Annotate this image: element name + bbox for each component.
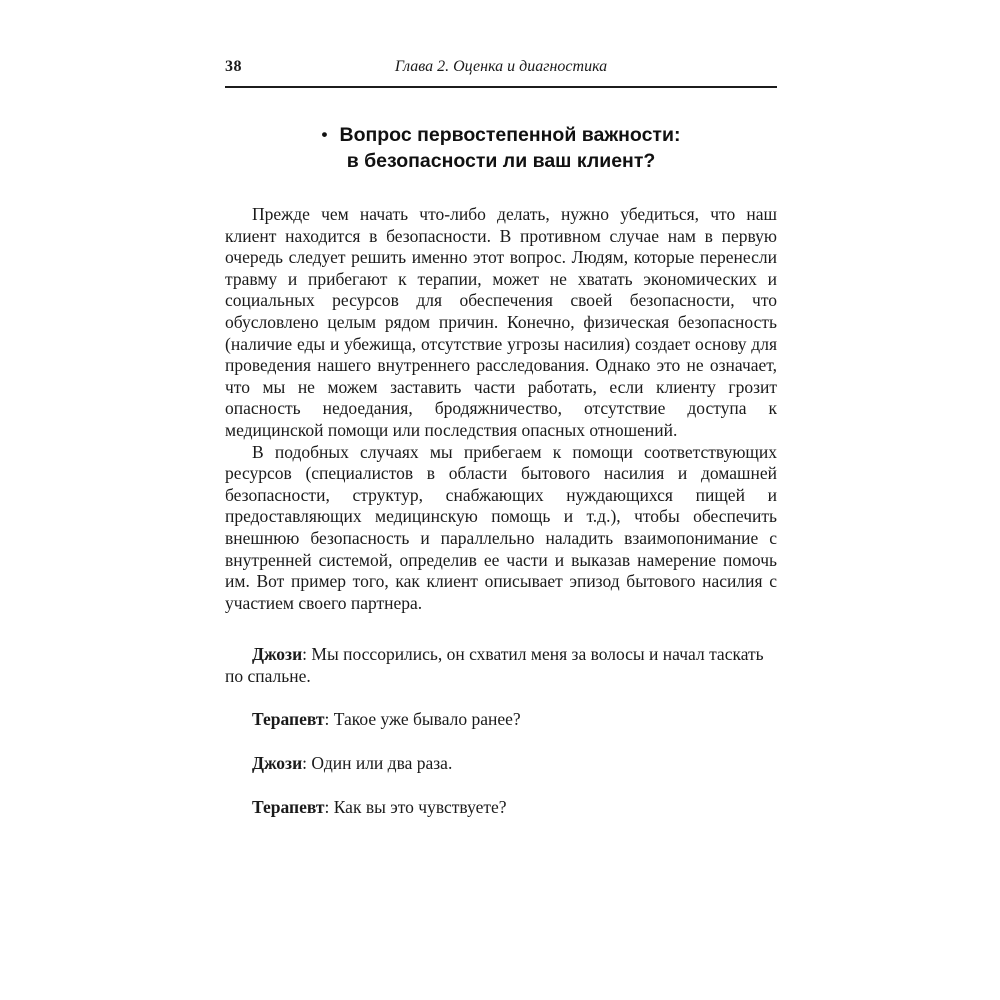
section-heading-text1: Вопрос первостепенной важности: [339,124,681,146]
bullet-icon: • [321,125,328,144]
header-rule [225,86,777,88]
speech-text: : Как вы это чувствуете? [324,796,507,817]
dialogue-line [225,753,777,775]
speaker-name: Джози [252,644,303,665]
dialogue-block [225,644,777,818]
page-header [225,58,777,82]
dialogue-line [225,644,777,687]
speaker-name: Терапевт [252,709,325,730]
section-heading-text2: в безопасности ли ваш клиент? [346,150,656,172]
speech-text: : Один или два раза. [302,753,453,774]
section-heading [225,122,777,174]
paragraph: Прежде чем начать что-либо делать, нужно убедиться, что наш клиент находится в безопасности. В противном случае нам в первую очередь следует решить именно этот вопрос. Людям, которые перенесли травму и прибегают к терапии, может не хватать экономических и социальных ресурсов для обеспечения своей безопасности, что обусловлено целым рядом причин. Конечно, физическая безопасность (наличие еды и убежища, отсутствие угрозы насилия) создает основу для проведения нашего внутреннего расследования. Однако это не означает, что мы не можем заставить части работать, если клиенту грозит опасность недоедания, бродяжничество, отсутствие доступа к медицинской помощи или последствия опасных отношений. [225,204,777,440]
speech-text: : Такое уже бывало ранее? [324,709,521,730]
dialogue-line [225,797,777,819]
speech-text: : Мы поссорились, он схватил меня за волосы и начал таскать по спальне. [225,644,764,686]
paragraph: В подобных случаях мы прибегаем к помощи соответствующих ресурсов (специалистов в области бытового насилия и домашней безопасности, структур, снабжающих нуждающихся пищей и предоставляющих медицинскую помощь и т.д.), чтобы обеспечить внешнюю безопасность и параллельно наладить взаимопонимание с внутренней системой, определив ее части и выказав намерение помочь им. Вот пример того, как клиент описывает эпизод бытового насилия с участием своего партнера. [225,441,777,613]
dialogue-line [225,709,777,731]
speaker-name: Терапевт [252,796,325,817]
page-number: 38 [225,58,242,75]
running-head: Глава 2. Оценка и диагностика [394,58,608,75]
body-text [225,204,777,614]
section-heading-line1 [225,122,777,148]
page-content [225,58,777,840]
speaker-name: Джози [252,753,303,774]
